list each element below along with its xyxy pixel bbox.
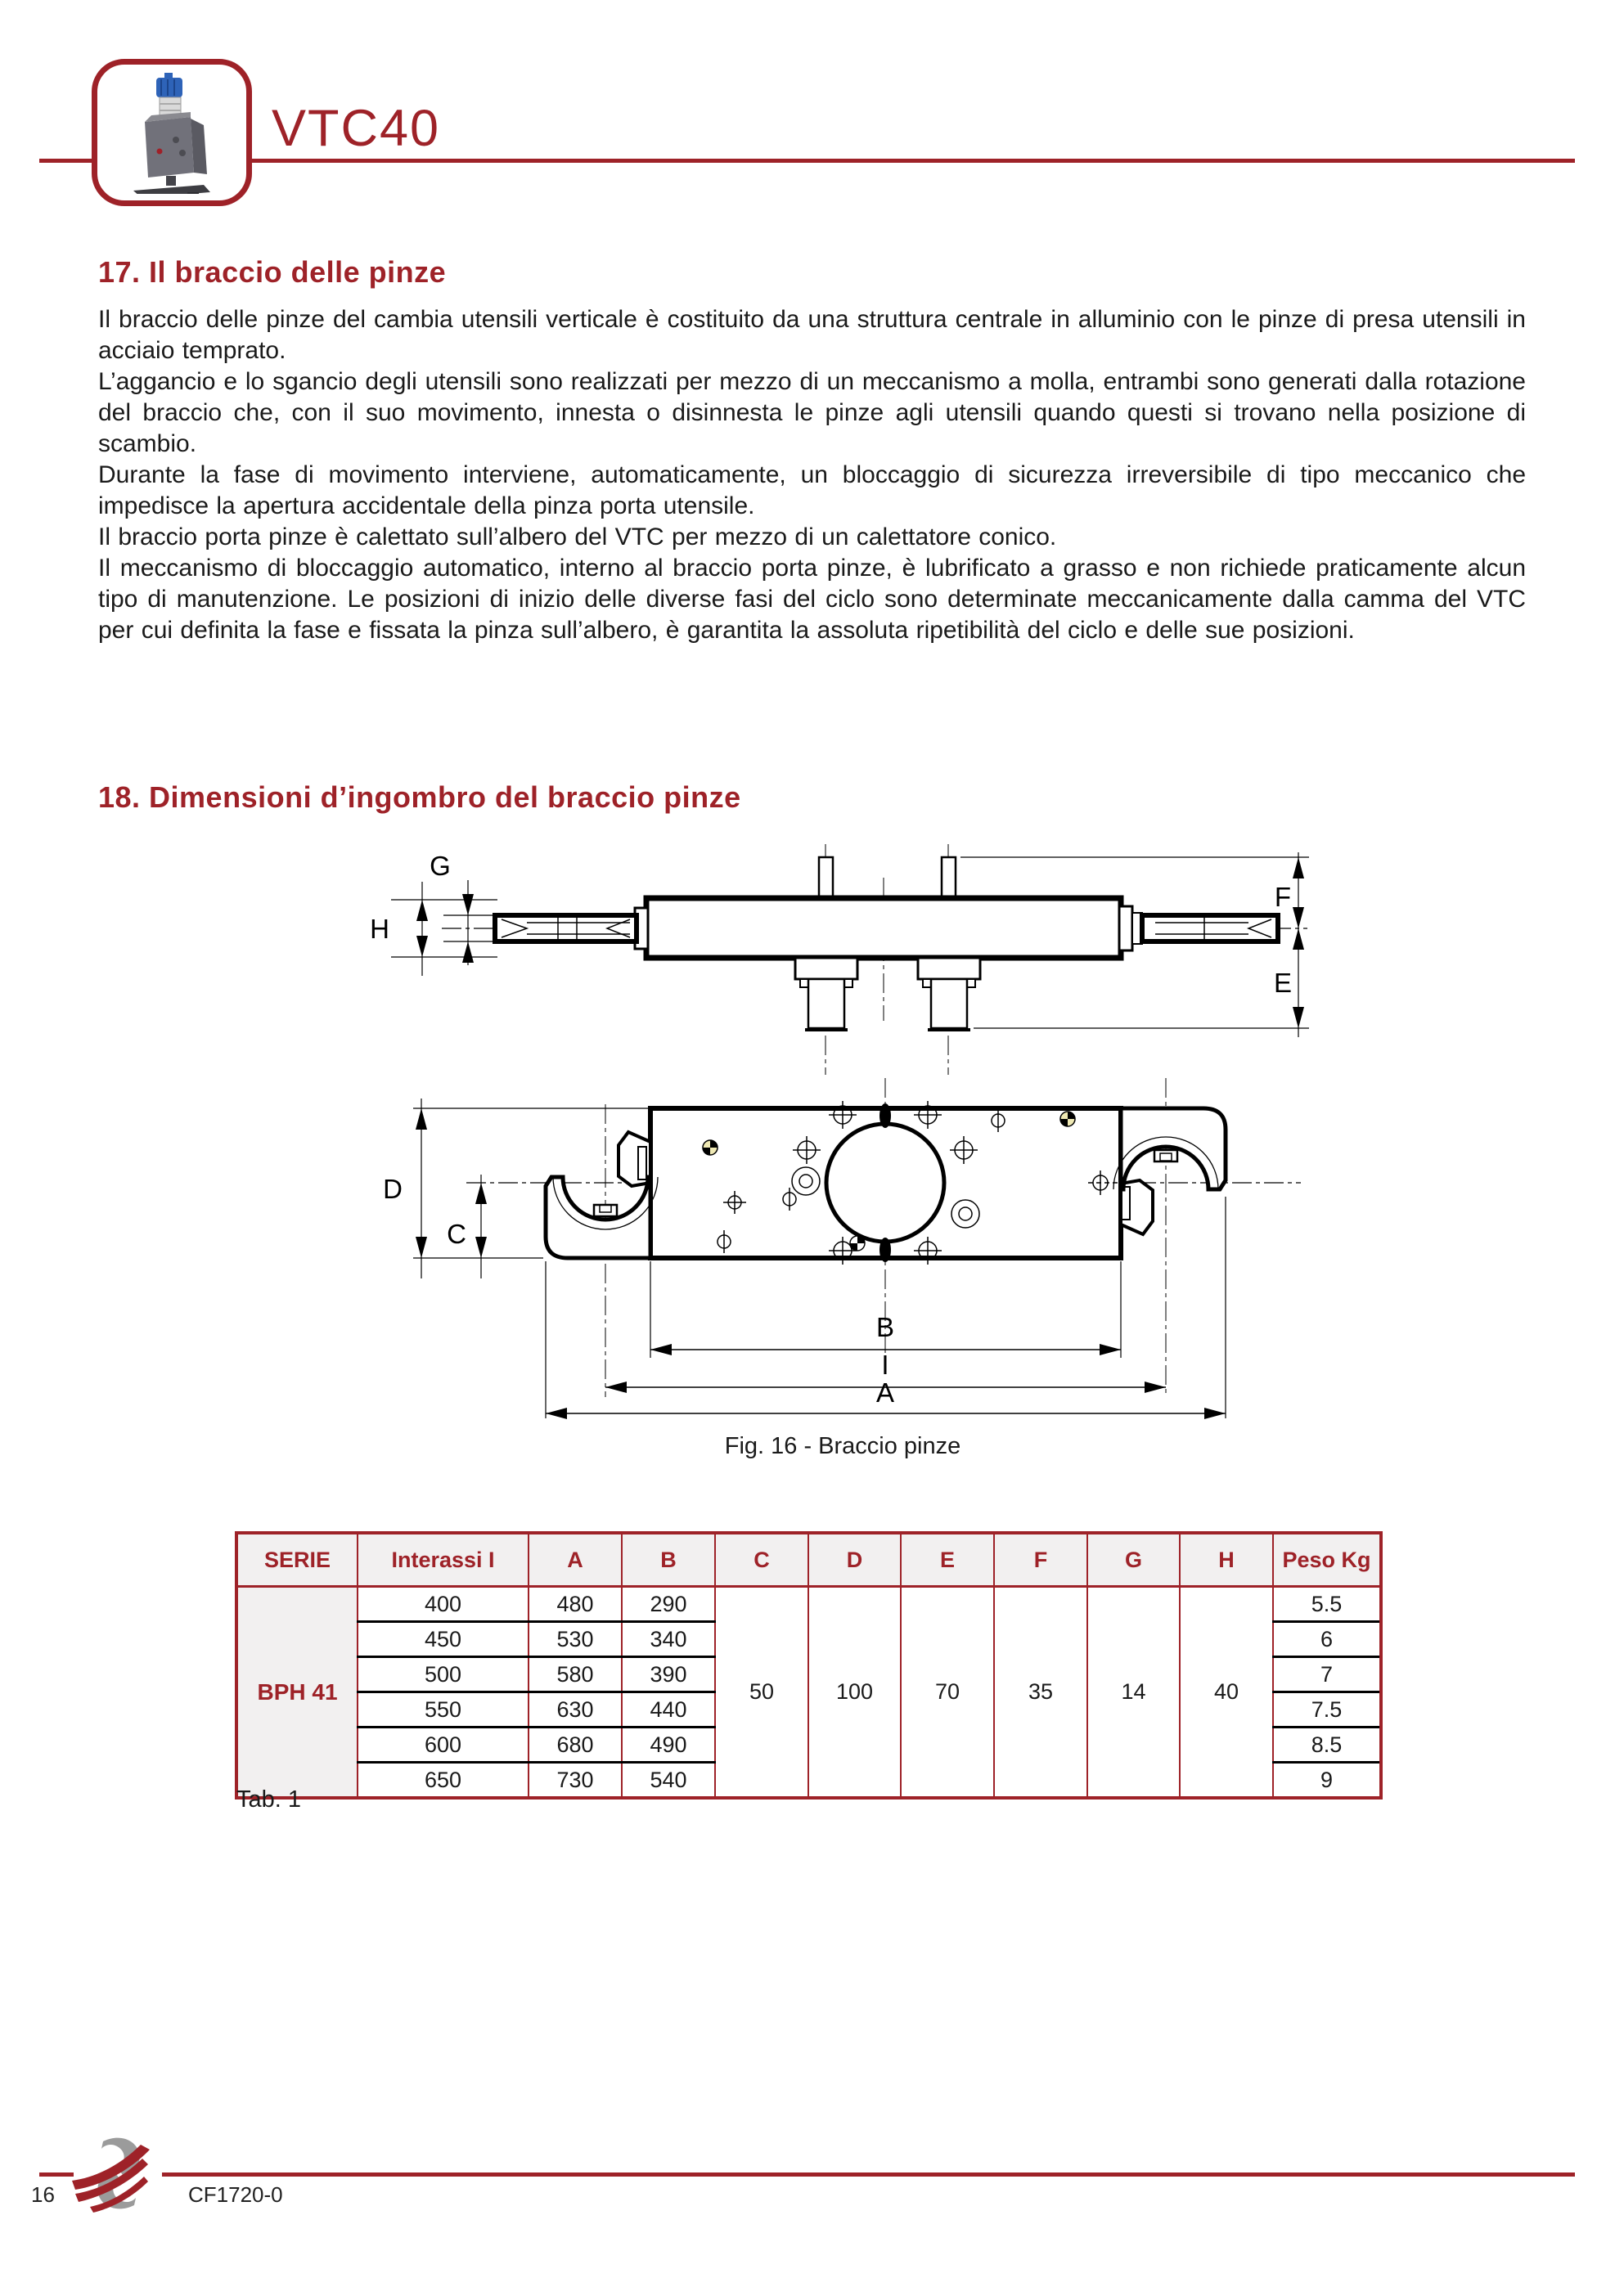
cell-a: 630 bbox=[529, 1692, 622, 1728]
cell-interassi: 500 bbox=[358, 1657, 529, 1692]
paragraph: L’aggancio e lo sgancio degli utensili sono realizzati per mezzo di un meccanismo a molla, entrambi sono generati dalla rotazione del braccio che, con il suo movimento, innesta o disinnesta le pinze agli utensili quando questi si trovano nella posizione di scambio. bbox=[98, 368, 1526, 457]
dim-label-c: C bbox=[447, 1219, 466, 1249]
col-header-c: C bbox=[715, 1533, 808, 1587]
dim-label-e: E bbox=[1273, 968, 1293, 998]
cell-interassi: 550 bbox=[358, 1692, 529, 1728]
cell-e: 70 bbox=[901, 1587, 994, 1799]
col-header-d: D bbox=[808, 1533, 901, 1587]
section-17-title: 17. Il braccio delle pinze bbox=[98, 255, 447, 290]
col-header-e: E bbox=[901, 1533, 994, 1587]
cell-b: 540 bbox=[622, 1763, 715, 1799]
cell-a: 580 bbox=[529, 1657, 622, 1692]
figure-caption: Fig. 16 - Braccio pinze bbox=[724, 1433, 961, 1459]
cell-f: 35 bbox=[994, 1587, 1087, 1799]
col-header-a: A bbox=[529, 1533, 622, 1587]
dim-label-i: I bbox=[881, 1350, 889, 1380]
cell-peso: 8.5 bbox=[1273, 1728, 1381, 1763]
cell-c: 50 bbox=[715, 1587, 808, 1799]
cell-a: 730 bbox=[529, 1763, 622, 1799]
section-17-body bbox=[98, 304, 1526, 646]
cell-b: 490 bbox=[622, 1728, 715, 1763]
cell-b: 390 bbox=[622, 1657, 715, 1692]
cell-b: 290 bbox=[622, 1587, 715, 1622]
paragraph: Il meccanismo di bloccaggio automatico, interno al braccio porta pinze, è lubrificato a grasso e non richiede praticamente alcun tipo di manutenzione. Le posizioni di inizio delle diverse fasi del ciclo sono determinate meccanicamente dalla camma del VTC per cui definita la fase e fissata la pinza sull’albero, è garantita la assoluta ripetibilità del ciclo e delle sue posizioni. bbox=[98, 555, 1526, 644]
col-header-h: H bbox=[1180, 1533, 1273, 1587]
dim-label-h: H bbox=[370, 914, 389, 944]
dim-label-b: B bbox=[875, 1312, 895, 1342]
cell-series: BPH 41 bbox=[236, 1587, 358, 1799]
cell-a: 680 bbox=[529, 1728, 622, 1763]
cell-a: 480 bbox=[529, 1587, 622, 1622]
cell-a: 530 bbox=[529, 1622, 622, 1657]
table-header-row bbox=[236, 1533, 1381, 1587]
col-header-b: B bbox=[622, 1533, 715, 1587]
cell-peso: 9 bbox=[1273, 1763, 1381, 1799]
col-header-g: G bbox=[1087, 1533, 1180, 1587]
cell-d: 100 bbox=[808, 1587, 901, 1799]
col-header-serie: SERIE bbox=[236, 1533, 358, 1587]
col-header-f: F bbox=[994, 1533, 1087, 1587]
cell-b: 340 bbox=[622, 1622, 715, 1657]
dim-label-a: A bbox=[875, 1377, 895, 1408]
cell-g: 14 bbox=[1087, 1587, 1180, 1799]
cell-peso: 6 bbox=[1273, 1622, 1381, 1657]
cell-peso: 7 bbox=[1273, 1657, 1381, 1692]
page-number: 16 bbox=[31, 2182, 55, 2207]
footer-rule-left bbox=[39, 2172, 74, 2177]
cell-h: 40 bbox=[1180, 1587, 1273, 1799]
cell-b: 440 bbox=[622, 1692, 715, 1728]
col-header-peso: Peso Kg bbox=[1273, 1533, 1381, 1587]
paragraph: Durante la fase di movimento interviene, automaticamente, un bloccaggio di sicurezza irreversibile di tipo meccanico che impedisce la apertura accidentale della pinza porta utensile. bbox=[98, 461, 1526, 519]
cell-peso: 7.5 bbox=[1273, 1692, 1381, 1728]
col-header-interassi: Interassi I bbox=[358, 1533, 529, 1587]
page-title: VTC40 bbox=[272, 100, 441, 157]
footer-rule-right bbox=[162, 2172, 1575, 2177]
dim-label-d: D bbox=[383, 1174, 403, 1204]
table-caption: Tab. 1 bbox=[236, 1786, 301, 1813]
dim-label-g: G bbox=[430, 851, 451, 881]
cell-interassi: 600 bbox=[358, 1728, 529, 1763]
product-photo-frame bbox=[92, 59, 252, 206]
cell-interassi: 650 bbox=[358, 1763, 529, 1799]
dimensions-table bbox=[235, 1531, 1383, 1800]
section-18-title: 18. Dimensioni d’ingombro del braccio pinze bbox=[98, 780, 741, 815]
cell-peso: 5.5 bbox=[1273, 1587, 1381, 1622]
dim-label-f: F bbox=[1274, 882, 1292, 912]
gripper-arm-technical-drawing bbox=[344, 833, 1342, 1422]
paragraph: Il braccio delle pinze del cambia utensili verticale è costituito da una struttura centrale in alluminio con le pinze di presa utensili in acciaio temprato. bbox=[98, 306, 1526, 364]
paragraph: Il braccio porta pinze è calettato sull’albero del VTC per mezzo di un calettatore conico. bbox=[98, 523, 1057, 550]
cell-interassi: 400 bbox=[358, 1587, 529, 1622]
cell-interassi: 450 bbox=[358, 1622, 529, 1657]
header-rule bbox=[39, 159, 1575, 163]
company-logo-icon bbox=[70, 2132, 167, 2219]
document-code: CF1720-0 bbox=[188, 2182, 283, 2207]
table-row bbox=[236, 1587, 1381, 1622]
tool-changer-photo-icon bbox=[119, 71, 225, 194]
